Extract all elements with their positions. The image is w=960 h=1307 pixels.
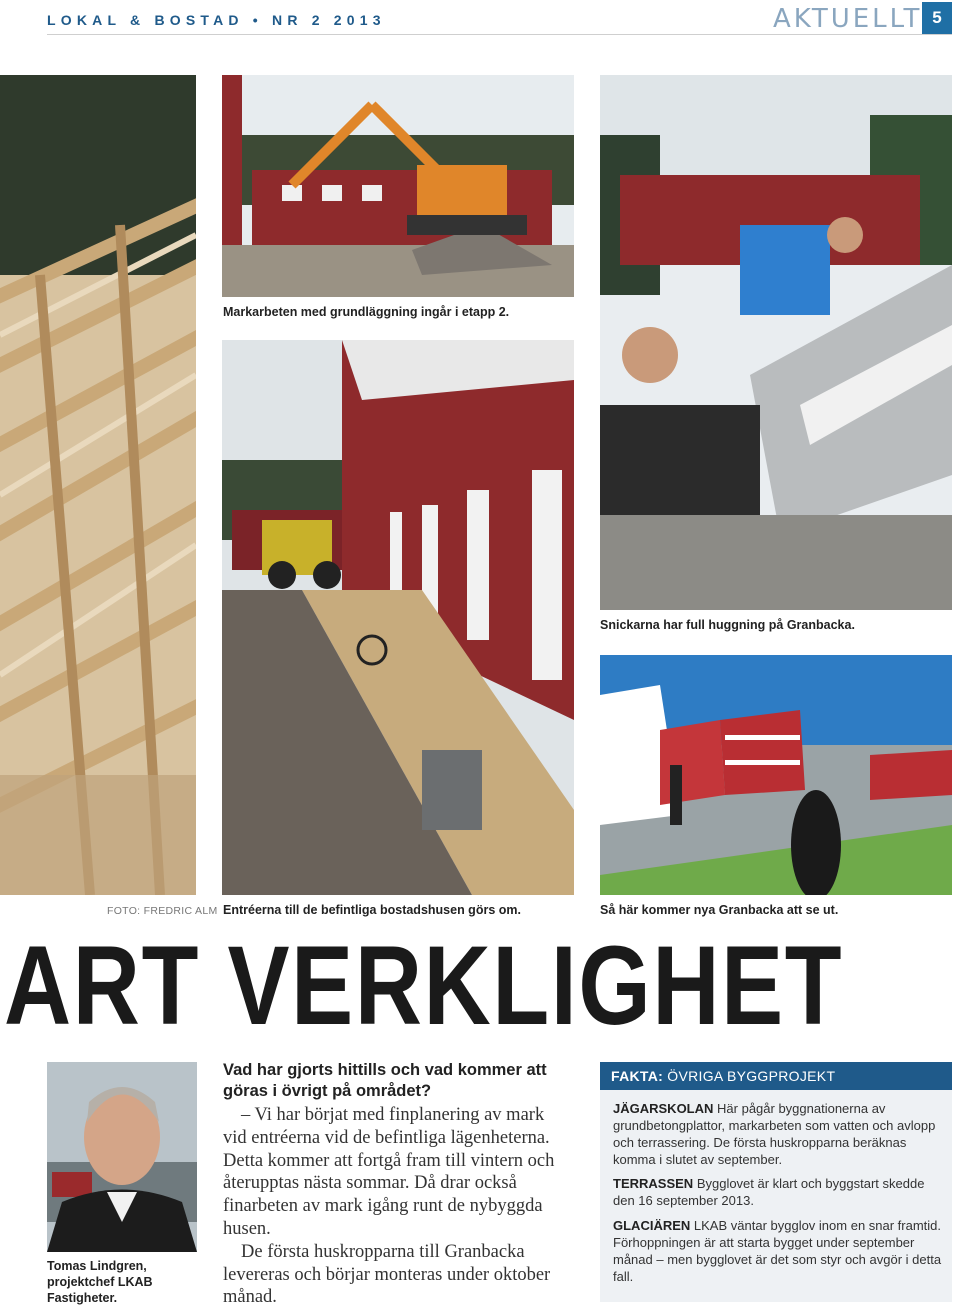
section-title: AKTUELLT (773, 4, 923, 34)
entrances-photo (222, 340, 574, 895)
workers-photo (600, 75, 952, 610)
header-rule (47, 34, 952, 35)
fakta-item-name: JÄGARSKOLAN (613, 1101, 714, 1116)
portrait-title: projektchef LKAB (47, 1275, 153, 1289)
fakta-item (613, 1100, 943, 1168)
article-headline: ART VERKLIGHET (4, 923, 844, 1048)
fakta-item-name: TERRASSEN (613, 1176, 694, 1191)
page-number: 5 (922, 2, 952, 34)
fakta-item (613, 1217, 943, 1285)
fakta-item (613, 1175, 943, 1209)
answer-paragraph-2: De första huskropparna till Granbacka levereras och börjar monteras under oktober månad. (223, 1241, 551, 1307)
render-image (600, 655, 952, 895)
fakta-title: ÖVRIGA BYGGPROJEKT (667, 1068, 836, 1084)
workers-caption: Snickarna har full huggning på Granbacka. (600, 618, 855, 632)
fakta-label: FAKTA: (611, 1068, 664, 1084)
portrait-name: Tomas Lindgren, (47, 1259, 147, 1273)
portrait-caption (47, 1258, 197, 1306)
roof-trusses-photo (0, 75, 196, 895)
fakta-heading (600, 1062, 952, 1090)
excavator-caption: Markarbeten med grundläggning ingår i etapp 2. (223, 305, 510, 319)
fakta-box (600, 1062, 952, 1302)
interview-answer (223, 1104, 568, 1307)
render-caption: Så här kommer nya Granbacka att se ut. (600, 903, 839, 917)
roof-trusses-credit: FOTO: FREDRIC ALM (107, 905, 218, 917)
portrait-photo (47, 1062, 197, 1252)
excavator-photo (222, 75, 574, 297)
entrances-caption: Entréerna till de befintliga bostadshusen görs om. (223, 903, 521, 917)
answer-paragraph-1: – Vi har börjat med finplanering av mark vid entréerna vid de befintliga lägenheterna. Detta kommer att fortgå fram till vintern och återupptas nästa sommar. Då drar också finarbeten av mark igång runt de nybyggda husen. (223, 1105, 555, 1239)
interview-question: Vad har gjorts hittills och vad kommer att göras i övrigt på området? (223, 1061, 547, 1100)
fakta-item-text: Här pågår byggnationerna av grundbetongplattor, markarbeten som vatten och avlopp och terrassering. De första huskropparna beräknas komma i slutet av september. (613, 1101, 936, 1167)
portrait-company: Fastigheter. (47, 1291, 118, 1305)
fakta-item-text: Bygglovet är klart och byggstart skedde den 16 september 2013. (613, 1176, 925, 1208)
fakta-item-text: LKAB väntar bygglov inom en snar framtid. Förhoppningen är att starta bygget under september månad – men bygglovet är det som styr och avgör i detta fall. (613, 1218, 942, 1284)
fakta-item-name: GLACIÄREN (613, 1218, 691, 1233)
publication-line: LOKAL & BOSTAD • NR 2 2013 (47, 12, 386, 28)
